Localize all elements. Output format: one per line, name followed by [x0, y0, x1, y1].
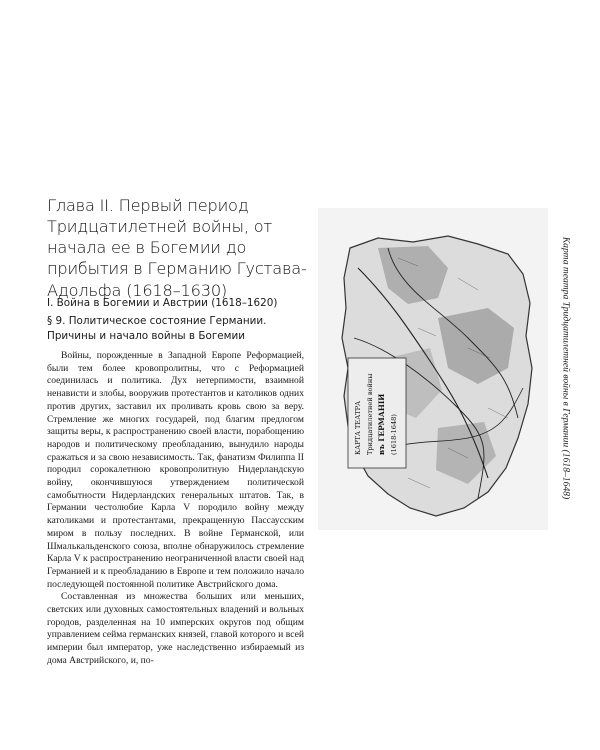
map-caption-text: Карта театра Тридцатилетней войны в Германии (1618–1648) — [560, 236, 572, 500]
paragraph-2: Составленная из множества больших или меньших, светских или духовных самостоятельных владений и вольных городов, разделенная на 10 имперских округов под общим управлением сейма германских князей, главой которого и всей империи был император, уже наследственно избираемый из дома Австрийского, и, по- — [47, 591, 304, 666]
map-title-line-3: въ ГЕРМАНIИ — [377, 393, 386, 455]
chapter-title: Глава II. Первый период Тридцатилетней войны, от начала ее в Богемии до прибытия в Германию Густава-Адольфа (1618–1630) — [47, 195, 307, 300]
body-text — [47, 350, 304, 668]
map-title-line-2: Тридцатилетней войны — [366, 373, 374, 455]
paragraph-1: Войны, порожденные в Западной Европе Реформацией, были тем более кровопролитны, что с Реформацией соединилась и политика. Дух нетерпимости, взаимной ненависти и злобы, вооружив протестантов и католиков одних против других, заставил их проливать кровь свою за веру. Стремление же многих государей, под благим предлогом защиты веры, к распространению своей власти, порабощению народов и политическому преобладанию, вынудило народы сражаться и за свою независимость. Так, фанатизм Филиппа II породил сорокалетнюю кровопролитную Нидерландскую войну, окончившуюся утверждением политической самобытности Нидерландских генеральных штатов. Так, в Германии честолюбие Карла V породило войну между католиками и протестантами, прекращенную Пассаусским миром в пользу последних. В войне Германской, или Шмалькальденского союза, вполне обнаружилось стремление Карла V к распространению неограниченной власти своей над Германией и к преобладанию в Европе и тем положило начало последующей постоянной политике Австрийского дома. — [47, 350, 304, 590]
map-caption — [555, 208, 577, 528]
subsection-heading: § 9. Политическое состояние Германии. Причины и начало войны в Богемии — [47, 315, 267, 342]
map-title-line-1: КАРТА ТЕАТРА — [354, 400, 362, 455]
section-heading: I. Война в Богемии и Австрии (1618–1620) — [47, 297, 278, 309]
map-title-line-4: (1618-1648) — [390, 414, 398, 455]
map-image — [318, 208, 548, 530]
historical-map-figure — [318, 208, 548, 530]
map-title-cartouche — [348, 358, 406, 468]
